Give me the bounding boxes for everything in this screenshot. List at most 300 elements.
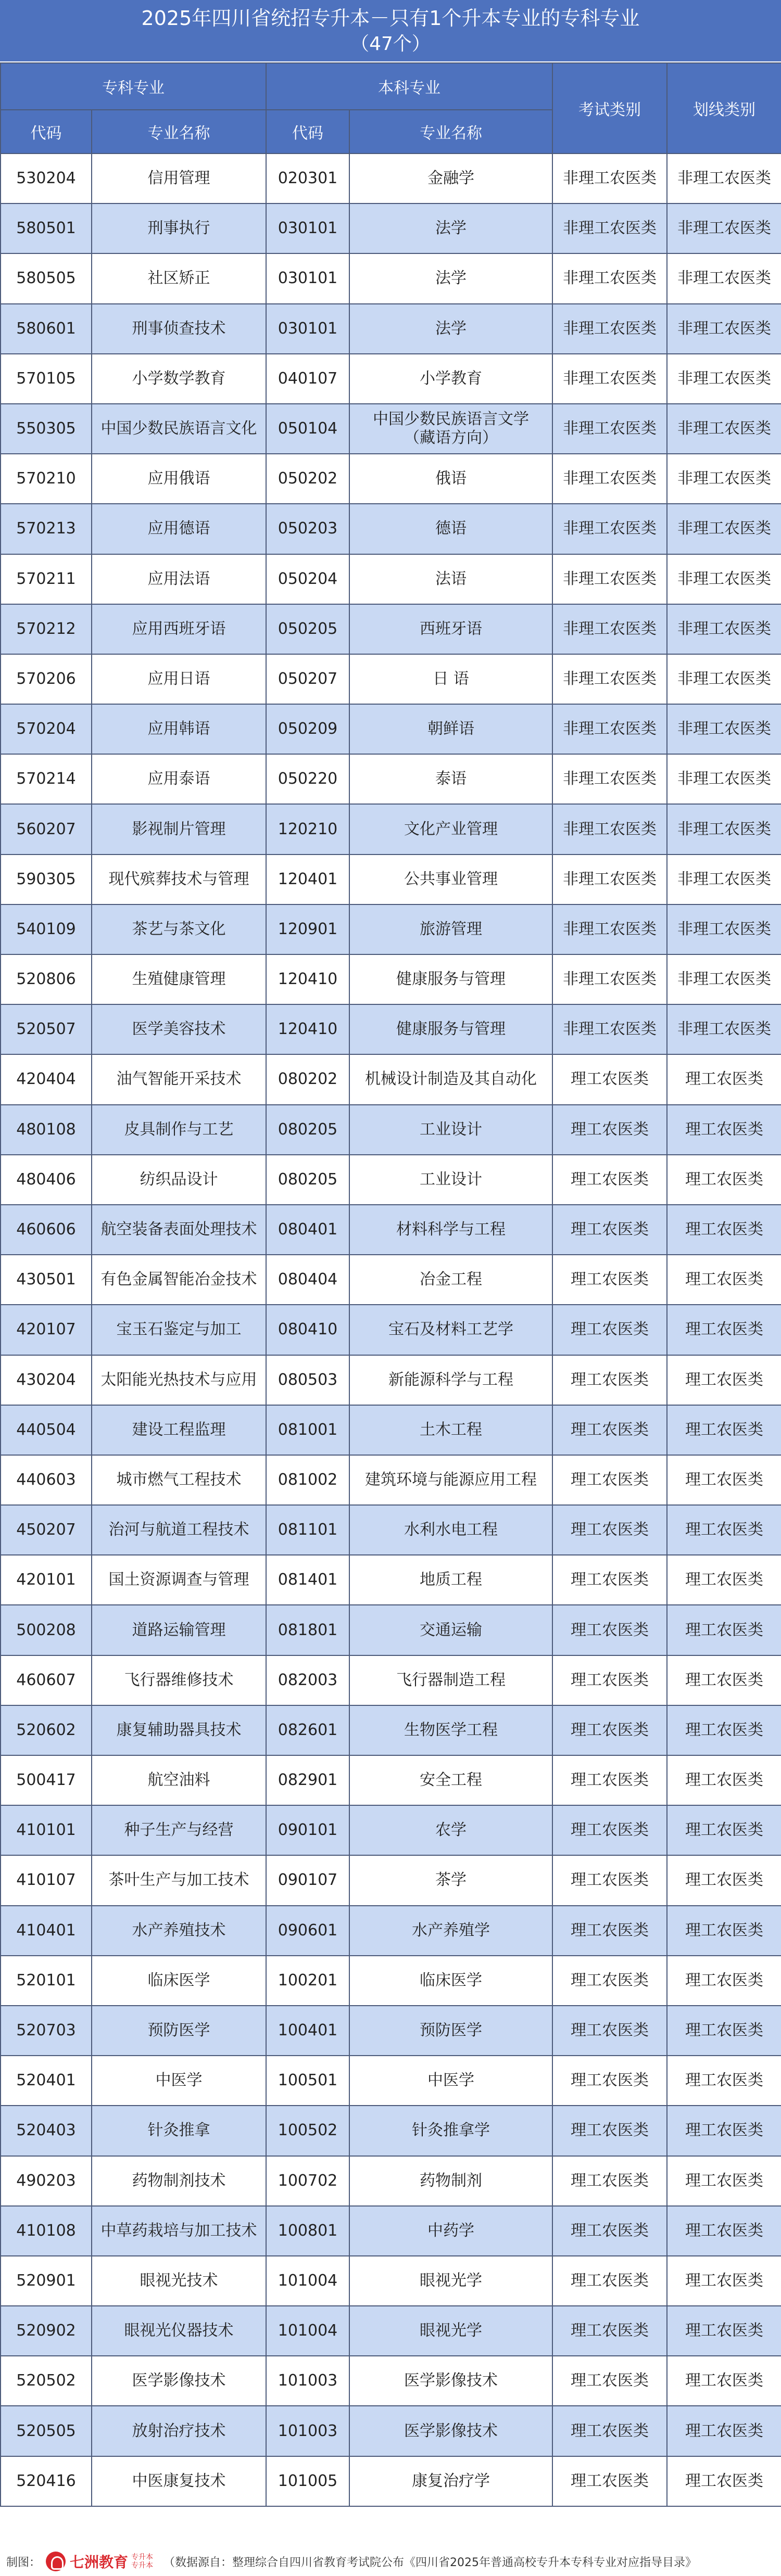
cell-exam-type: 非理工农医类 bbox=[552, 404, 667, 454]
cell-benke-name: 临床医学 bbox=[349, 1956, 552, 2006]
cell-benke-name: 预防医学 bbox=[349, 2006, 552, 2056]
footer-source: （数据源自：整理综合自四川省教育考试院公布《四川省2025年普通高校专升本专科专业对应指导目录》 bbox=[163, 2556, 697, 2569]
cell-line-type: 理工农医类 bbox=[667, 1906, 781, 1956]
cell-benke-code: 020301 bbox=[266, 154, 349, 203]
cell-line-type: 非理工农医类 bbox=[667, 604, 781, 654]
table-row bbox=[1, 504, 781, 554]
table-row bbox=[1, 2306, 781, 2356]
cell-zhuanke-code: 420404 bbox=[1, 1054, 92, 1104]
cell-benke-name: 工业设计 bbox=[349, 1155, 552, 1205]
cell-benke-name: 茶学 bbox=[349, 1855, 552, 1905]
table-row bbox=[1, 1405, 781, 1455]
cell-benke-code: 050207 bbox=[266, 654, 349, 704]
cell-benke-name: 金融学 bbox=[349, 154, 552, 203]
table-title bbox=[0, 0, 781, 62]
cell-line-type: 理工农医类 bbox=[667, 2306, 781, 2356]
table-row bbox=[1, 2406, 781, 2456]
table-row bbox=[1, 304, 781, 354]
cell-benke-code: 100501 bbox=[266, 2056, 349, 2106]
cell-line-type: 理工农医类 bbox=[667, 1605, 781, 1655]
cell-zhuanke-code: 560207 bbox=[1, 804, 92, 854]
cell-zhuanke-code: 520806 bbox=[1, 954, 92, 1004]
cell-line-type: 非理工农医类 bbox=[667, 554, 781, 604]
cell-zhuanke-code: 590305 bbox=[1, 855, 92, 904]
table-row bbox=[1, 1855, 781, 1905]
cell-zhuanke-name: 航空装备表面处理技术 bbox=[92, 1205, 266, 1255]
cell-zhuanke-name: 眼视光技术 bbox=[92, 2256, 266, 2306]
cell-benke-name: 地质工程 bbox=[349, 1555, 552, 1605]
cell-line-type: 理工农医类 bbox=[667, 1555, 781, 1605]
cell-zhuanke-code: 570210 bbox=[1, 454, 92, 504]
table-row bbox=[1, 704, 781, 754]
cell-benke-name: 法学 bbox=[349, 253, 552, 303]
cell-exam-type: 非理工农医类 bbox=[552, 704, 667, 754]
cell-zhuanke-code: 520101 bbox=[1, 1956, 92, 2006]
cell-zhuanke-name: 应用泰语 bbox=[92, 754, 266, 804]
cell-exam-type: 理工农医类 bbox=[552, 1105, 667, 1155]
table-row bbox=[1, 904, 781, 954]
cell-benke-code: 080205 bbox=[266, 1155, 349, 1205]
cell-benke-name: 生物医学工程 bbox=[349, 1705, 552, 1755]
cell-benke-code: 120901 bbox=[266, 904, 349, 954]
cell-zhuanke-name: 临床医学 bbox=[92, 1956, 266, 2006]
cell-exam-type: 理工农医类 bbox=[552, 2306, 667, 2356]
cell-zhuanke-name: 皮具制作与工艺 bbox=[92, 1105, 266, 1155]
cell-zhuanke-name: 国土资源调查与管理 bbox=[92, 1555, 266, 1605]
cell-zhuanke-code: 570212 bbox=[1, 604, 92, 654]
cell-line-type: 非理工农医类 bbox=[667, 654, 781, 704]
cell-benke-name: 新能源科学与工程 bbox=[349, 1355, 552, 1405]
cell-line-type: 理工农医类 bbox=[667, 1305, 781, 1355]
cell-benke-name: 德语 bbox=[349, 504, 552, 554]
cell-line-type: 理工农医类 bbox=[667, 1405, 781, 1455]
header-benke-code: 代码 bbox=[266, 110, 349, 154]
table-row bbox=[1, 1105, 781, 1155]
cell-line-type: 理工农医类 bbox=[667, 2156, 781, 2206]
cell-zhuanke-code: 490203 bbox=[1, 2156, 92, 2206]
cell-zhuanke-name: 小学数学教育 bbox=[92, 354, 266, 404]
cell-line-type: 理工农医类 bbox=[667, 1805, 781, 1855]
cell-benke-name: 飞行器制造工程 bbox=[349, 1655, 552, 1705]
cell-exam-type: 理工农医类 bbox=[552, 1605, 667, 1655]
cell-zhuanke-name: 应用俄语 bbox=[92, 454, 266, 504]
table-row bbox=[1, 2106, 781, 2156]
cell-exam-type: 非理工农医类 bbox=[552, 804, 667, 854]
cell-zhuanke-code: 410107 bbox=[1, 1855, 92, 1905]
cell-line-type: 理工农医类 bbox=[667, 1505, 781, 1555]
cell-benke-code: 030101 bbox=[266, 253, 349, 303]
cell-benke-code: 120210 bbox=[266, 804, 349, 854]
cell-benke-name: 水利水电工程 bbox=[349, 1505, 552, 1555]
cell-benke-name: 医学影像技术 bbox=[349, 2356, 552, 2406]
cell-benke-name: 中医学 bbox=[349, 2056, 552, 2106]
header-zhuanke-code: 代码 bbox=[1, 110, 92, 154]
cell-zhuanke-code: 580501 bbox=[1, 203, 92, 253]
cell-zhuanke-name: 中医学 bbox=[92, 2056, 266, 2106]
cell-benke-name: 农学 bbox=[349, 1805, 552, 1855]
cell-exam-type: 理工农医类 bbox=[552, 2256, 667, 2306]
cell-benke-name: 建筑环境与能源应用工程 bbox=[349, 1455, 552, 1505]
table-row bbox=[1, 154, 781, 203]
cell-benke-name: 中国少数民族语言文学 （藏语方向） bbox=[349, 404, 552, 454]
table-body bbox=[1, 154, 781, 2506]
cell-zhuanke-code: 480108 bbox=[1, 1105, 92, 1155]
cell-zhuanke-name: 医学美容技术 bbox=[92, 1004, 266, 1054]
cell-zhuanke-name: 治河与航道工程技术 bbox=[92, 1505, 266, 1555]
cell-zhuanke-name: 飞行器维修技术 bbox=[92, 1655, 266, 1705]
cell-zhuanke-code: 520902 bbox=[1, 2306, 92, 2356]
cell-line-type: 非理工农医类 bbox=[667, 754, 781, 804]
cell-benke-name: 小学教育 bbox=[349, 354, 552, 404]
cell-zhuanke-name: 中国少数民族语言文化 bbox=[92, 404, 266, 454]
cell-benke-name: 日 语 bbox=[349, 654, 552, 704]
cell-benke-name: 交通运输 bbox=[349, 1605, 552, 1655]
cell-line-type: 理工农医类 bbox=[667, 1054, 781, 1104]
cell-line-type: 理工农医类 bbox=[667, 1355, 781, 1405]
cell-line-type: 非理工农医类 bbox=[667, 154, 781, 203]
cell-benke-code: 081002 bbox=[266, 1455, 349, 1505]
cell-benke-name: 泰语 bbox=[349, 754, 552, 804]
cell-benke-code: 090107 bbox=[266, 1855, 349, 1905]
cell-line-type: 非理工农医类 bbox=[667, 855, 781, 904]
cell-zhuanke-code: 570211 bbox=[1, 554, 92, 604]
cell-line-type: 理工农医类 bbox=[667, 1755, 781, 1805]
cell-benke-code: 080410 bbox=[266, 1305, 349, 1355]
cell-benke-code: 050209 bbox=[266, 704, 349, 754]
table-row bbox=[1, 2206, 781, 2256]
cell-benke-name: 工业设计 bbox=[349, 1105, 552, 1155]
cell-exam-type: 理工农医类 bbox=[552, 2056, 667, 2106]
cell-line-type: 理工农医类 bbox=[667, 2206, 781, 2256]
cell-zhuanke-code: 570206 bbox=[1, 654, 92, 704]
cell-exam-type: 理工农医类 bbox=[552, 2006, 667, 2056]
cell-line-type: 理工农医类 bbox=[667, 1255, 781, 1305]
cell-exam-type: 理工农医类 bbox=[552, 2206, 667, 2256]
cell-benke-code: 100401 bbox=[266, 2006, 349, 2056]
cell-benke-name: 眼视光学 bbox=[349, 2256, 552, 2306]
cell-exam-type: 理工农医类 bbox=[552, 1155, 667, 1205]
cell-zhuanke-code: 410401 bbox=[1, 1906, 92, 1956]
cell-benke-name: 朝鲜语 bbox=[349, 704, 552, 754]
cell-exam-type: 理工农医类 bbox=[552, 1805, 667, 1855]
cell-zhuanke-code: 480406 bbox=[1, 1155, 92, 1205]
cell-zhuanke-name: 中草药栽培与加工技术 bbox=[92, 2206, 266, 2256]
cell-zhuanke-code: 460607 bbox=[1, 1655, 92, 1705]
cell-benke-code: 050220 bbox=[266, 754, 349, 804]
cell-exam-type: 非理工农医类 bbox=[552, 354, 667, 404]
cell-benke-name: 针灸推拿学 bbox=[349, 2106, 552, 2156]
cell-exam-type: 非理工农医类 bbox=[552, 554, 667, 604]
cell-benke-code: 080202 bbox=[266, 1054, 349, 1104]
table-row bbox=[1, 2156, 781, 2206]
cell-zhuanke-name: 纺织品设计 bbox=[92, 1155, 266, 1205]
cell-benke-code: 120410 bbox=[266, 954, 349, 1004]
cell-benke-name: 药物制剂 bbox=[349, 2156, 552, 2206]
cell-zhuanke-code: 420107 bbox=[1, 1305, 92, 1355]
cell-benke-code: 101005 bbox=[266, 2456, 349, 2506]
cell-zhuanke-name: 社区矫正 bbox=[92, 253, 266, 303]
cell-zhuanke-name: 生殖健康管理 bbox=[92, 954, 266, 1004]
cell-line-type: 理工农医类 bbox=[667, 2106, 781, 2156]
cell-benke-code: 081401 bbox=[266, 1555, 349, 1605]
cell-zhuanke-code: 520507 bbox=[1, 1004, 92, 1054]
header-benke: 本科专业 bbox=[266, 63, 552, 110]
cell-zhuanke-name: 水产养殖技术 bbox=[92, 1906, 266, 1956]
table-row bbox=[1, 654, 781, 704]
cell-zhuanke-code: 500417 bbox=[1, 1755, 92, 1805]
cell-zhuanke-name: 现代殡葬技术与管理 bbox=[92, 855, 266, 904]
cell-line-type: 理工农医类 bbox=[667, 1655, 781, 1705]
cell-exam-type: 理工农医类 bbox=[552, 2156, 667, 2206]
cell-exam-type: 理工农医类 bbox=[552, 1054, 667, 1104]
cell-benke-name: 机械设计制造及其自动化 bbox=[349, 1054, 552, 1104]
table-row bbox=[1, 1155, 781, 1205]
table-row bbox=[1, 1305, 781, 1355]
cell-zhuanke-code: 550305 bbox=[1, 404, 92, 454]
cell-exam-type: 非理工农医类 bbox=[552, 754, 667, 804]
cell-exam-type: 非理工农医类 bbox=[552, 954, 667, 1004]
cell-benke-code: 050205 bbox=[266, 604, 349, 654]
cell-benke-code: 100702 bbox=[266, 2156, 349, 2206]
table-row bbox=[1, 554, 781, 604]
footer-made-by: 制图： bbox=[6, 2556, 41, 2569]
cell-zhuanke-name: 有色金属智能冶金技术 bbox=[92, 1255, 266, 1305]
table-row bbox=[1, 604, 781, 654]
cell-benke-code: 101003 bbox=[266, 2406, 349, 2456]
cell-line-type: 理工农医类 bbox=[667, 2406, 781, 2456]
header-benke-name: 专业名称 bbox=[349, 110, 552, 154]
cell-zhuanke-code: 440603 bbox=[1, 1455, 92, 1505]
cell-line-type: 理工农医类 bbox=[667, 1855, 781, 1905]
cell-line-type: 非理工农医类 bbox=[667, 1004, 781, 1054]
cell-line-type: 非理工农医类 bbox=[667, 804, 781, 854]
cell-benke-name: 康复治疗学 bbox=[349, 2456, 552, 2506]
cell-zhuanke-code: 410101 bbox=[1, 1805, 92, 1855]
cell-exam-type: 理工农医类 bbox=[552, 1855, 667, 1905]
cell-zhuanke-code: 520401 bbox=[1, 2056, 92, 2106]
cell-line-type: 非理工农医类 bbox=[667, 354, 781, 404]
cell-exam-type: 非理工农医类 bbox=[552, 154, 667, 203]
table-row bbox=[1, 2006, 781, 2056]
cell-line-type: 非理工农医类 bbox=[667, 904, 781, 954]
cell-line-type: 非理工农医类 bbox=[667, 203, 781, 253]
table-row bbox=[1, 855, 781, 904]
cell-benke-name: 健康服务与管理 bbox=[349, 1004, 552, 1054]
cell-zhuanke-code: 540109 bbox=[1, 904, 92, 954]
cell-zhuanke-code: 570204 bbox=[1, 704, 92, 754]
table-row bbox=[1, 804, 781, 854]
cell-zhuanke-name: 放射治疗技术 bbox=[92, 2406, 266, 2456]
cell-benke-name: 法学 bbox=[349, 203, 552, 253]
cell-benke-name: 文化产业管理 bbox=[349, 804, 552, 854]
table-row bbox=[1, 1605, 781, 1655]
cell-benke-code: 040107 bbox=[266, 354, 349, 404]
table-title-count: （47个） bbox=[350, 33, 431, 55]
cell-zhuanke-name: 城市燃气工程技术 bbox=[92, 1455, 266, 1505]
cell-exam-type: 理工农医类 bbox=[552, 1305, 667, 1355]
cell-line-type: 理工农医类 bbox=[667, 2356, 781, 2406]
cell-exam-type: 理工农医类 bbox=[552, 1205, 667, 1255]
cell-zhuanke-name: 刑事侦查技术 bbox=[92, 304, 266, 354]
table-row bbox=[1, 2356, 781, 2406]
brand-logo-sub bbox=[131, 2553, 153, 2570]
cell-zhuanke-code: 580601 bbox=[1, 304, 92, 354]
cell-line-type: 理工农医类 bbox=[667, 1956, 781, 2006]
cell-benke-code: 080205 bbox=[266, 1105, 349, 1155]
table-row bbox=[1, 1755, 781, 1805]
cell-zhuanke-name: 应用德语 bbox=[92, 504, 266, 554]
cell-benke-code: 030101 bbox=[266, 203, 349, 253]
cell-zhuanke-name: 针灸推拿 bbox=[92, 2106, 266, 2156]
table-row bbox=[1, 1004, 781, 1054]
cell-line-type: 理工农医类 bbox=[667, 2006, 781, 2056]
major-table bbox=[0, 62, 781, 2507]
footer bbox=[0, 2547, 781, 2576]
cell-benke-code: 080503 bbox=[266, 1355, 349, 1405]
cell-benke-name: 公共事业管理 bbox=[349, 855, 552, 904]
cell-line-type: 非理工农医类 bbox=[667, 454, 781, 504]
cell-line-type: 理工农医类 bbox=[667, 2456, 781, 2506]
cell-zhuanke-code: 430204 bbox=[1, 1355, 92, 1405]
cell-benke-code: 082003 bbox=[266, 1655, 349, 1705]
table-row bbox=[1, 1054, 781, 1104]
cell-benke-name: 法学 bbox=[349, 304, 552, 354]
cell-exam-type: 非理工农医类 bbox=[552, 654, 667, 704]
table-row bbox=[1, 1205, 781, 1255]
table-row bbox=[1, 1956, 781, 2006]
cell-line-type: 理工农医类 bbox=[667, 1105, 781, 1155]
table-row bbox=[1, 354, 781, 404]
cell-benke-code: 081101 bbox=[266, 1505, 349, 1555]
cell-zhuanke-code: 520505 bbox=[1, 2406, 92, 2456]
table-row bbox=[1, 454, 781, 504]
cell-exam-type: 理工农医类 bbox=[552, 1455, 667, 1505]
cell-benke-code: 081801 bbox=[266, 1605, 349, 1655]
cell-zhuanke-code: 520502 bbox=[1, 2356, 92, 2406]
cell-zhuanke-code: 430501 bbox=[1, 1255, 92, 1305]
cell-zhuanke-code: 500208 bbox=[1, 1605, 92, 1655]
cell-zhuanke-name: 航空油料 bbox=[92, 1755, 266, 1805]
cell-zhuanke-code: 520416 bbox=[1, 2456, 92, 2506]
cell-benke-name: 水产养殖学 bbox=[349, 1906, 552, 1956]
cell-line-type: 非理工农医类 bbox=[667, 504, 781, 554]
cell-zhuanke-name: 医学影像技术 bbox=[92, 2356, 266, 2406]
cell-exam-type: 理工农医类 bbox=[552, 1405, 667, 1455]
cell-benke-name: 俄语 bbox=[349, 454, 552, 504]
table-row bbox=[1, 2256, 781, 2306]
cell-zhuanke-name: 中医康复技术 bbox=[92, 2456, 266, 2506]
table-row bbox=[1, 2056, 781, 2106]
table-row bbox=[1, 404, 781, 454]
cell-exam-type: 理工农医类 bbox=[552, 1755, 667, 1805]
cell-exam-type: 理工农医类 bbox=[552, 1655, 667, 1705]
cell-zhuanke-code: 530204 bbox=[1, 154, 92, 203]
cell-benke-code: 050204 bbox=[266, 554, 349, 604]
cell-zhuanke-code: 520403 bbox=[1, 2106, 92, 2156]
cell-exam-type: 理工农医类 bbox=[552, 1555, 667, 1605]
cell-exam-type: 理工农医类 bbox=[552, 2456, 667, 2506]
cell-zhuanke-name: 茶艺与茶文化 bbox=[92, 904, 266, 954]
table-row bbox=[1, 1505, 781, 1555]
cell-exam-type: 理工农医类 bbox=[552, 2106, 667, 2156]
cell-line-type: 理工农医类 bbox=[667, 1705, 781, 1755]
cell-zhuanke-name: 信用管理 bbox=[92, 154, 266, 203]
cell-exam-type: 理工农医类 bbox=[552, 1906, 667, 1956]
brand-logo-sub1: 专升本 bbox=[131, 2553, 154, 2561]
table-row bbox=[1, 1906, 781, 1956]
cell-zhuanke-code: 410108 bbox=[1, 2206, 92, 2256]
header-zhuanke-name: 专业名称 bbox=[92, 110, 266, 154]
cell-exam-type: 非理工农医类 bbox=[552, 253, 667, 303]
cell-benke-code: 120410 bbox=[266, 1004, 349, 1054]
cell-line-type: 非理工农医类 bbox=[667, 704, 781, 754]
brand-logo-icon bbox=[46, 2552, 66, 2571]
cell-zhuanke-name: 种子生产与经营 bbox=[92, 1805, 266, 1855]
cell-benke-code: 090601 bbox=[266, 1906, 349, 1956]
cell-exam-type: 非理工农医类 bbox=[552, 855, 667, 904]
header-line-type: 划线类别 bbox=[667, 63, 781, 154]
cell-benke-code: 082901 bbox=[266, 1755, 349, 1805]
cell-exam-type: 理工农医类 bbox=[552, 1956, 667, 2006]
cell-zhuanke-name: 油气智能开采技术 bbox=[92, 1054, 266, 1104]
cell-zhuanke-code: 420101 bbox=[1, 1555, 92, 1605]
cell-line-type: 理工农医类 bbox=[667, 1205, 781, 1255]
cell-zhuanke-code: 440504 bbox=[1, 1405, 92, 1455]
cell-zhuanke-name: 康复辅助器具技术 bbox=[92, 1705, 266, 1755]
cell-zhuanke-name: 影视制片管理 bbox=[92, 804, 266, 854]
table-row bbox=[1, 1355, 781, 1405]
table-row bbox=[1, 203, 781, 253]
cell-benke-name: 宝石及材料工艺学 bbox=[349, 1305, 552, 1355]
cell-zhuanke-code: 520901 bbox=[1, 2256, 92, 2306]
cell-benke-code: 082601 bbox=[266, 1705, 349, 1755]
cell-exam-type: 非理工农医类 bbox=[552, 504, 667, 554]
cell-line-type: 理工农医类 bbox=[667, 1455, 781, 1505]
cell-benke-name: 中药学 bbox=[349, 2206, 552, 2256]
cell-zhuanke-name: 应用法语 bbox=[92, 554, 266, 604]
cell-line-type: 非理工农医类 bbox=[667, 304, 781, 354]
cell-line-type: 非理工农医类 bbox=[667, 253, 781, 303]
table-row bbox=[1, 2456, 781, 2506]
cell-zhuanke-name: 道路运输管理 bbox=[92, 1605, 266, 1655]
cell-zhuanke-name: 建设工程监理 bbox=[92, 1405, 266, 1455]
cell-exam-type: 非理工农医类 bbox=[552, 304, 667, 354]
table-row bbox=[1, 1555, 781, 1605]
cell-benke-name: 法语 bbox=[349, 554, 552, 604]
table-row bbox=[1, 1455, 781, 1505]
cell-benke-code: 050202 bbox=[266, 454, 349, 504]
cell-benke-code: 050203 bbox=[266, 504, 349, 554]
cell-exam-type: 非理工农医类 bbox=[552, 203, 667, 253]
cell-exam-type: 理工农医类 bbox=[552, 1255, 667, 1305]
cell-exam-type: 理工农医类 bbox=[552, 1505, 667, 1555]
cell-zhuanke-code: 570214 bbox=[1, 754, 92, 804]
cell-exam-type: 非理工农医类 bbox=[552, 454, 667, 504]
cell-benke-code: 080404 bbox=[266, 1255, 349, 1305]
cell-benke-name: 健康服务与管理 bbox=[349, 954, 552, 1004]
cell-line-type: 非理工农医类 bbox=[667, 404, 781, 454]
cell-zhuanke-name: 宝玉石鉴定与加工 bbox=[92, 1305, 266, 1355]
table-row bbox=[1, 954, 781, 1004]
cell-zhuanke-name: 茶叶生产与加工技术 bbox=[92, 1855, 266, 1905]
cell-benke-code: 030101 bbox=[266, 304, 349, 354]
table-row bbox=[1, 1705, 781, 1755]
cell-line-type: 理工农医类 bbox=[667, 2256, 781, 2306]
cell-zhuanke-name: 药物制剂技术 bbox=[92, 2156, 266, 2206]
cell-benke-code: 101004 bbox=[266, 2256, 349, 2306]
cell-zhuanke-name: 应用日语 bbox=[92, 654, 266, 704]
cell-zhuanke-code: 570105 bbox=[1, 354, 92, 404]
